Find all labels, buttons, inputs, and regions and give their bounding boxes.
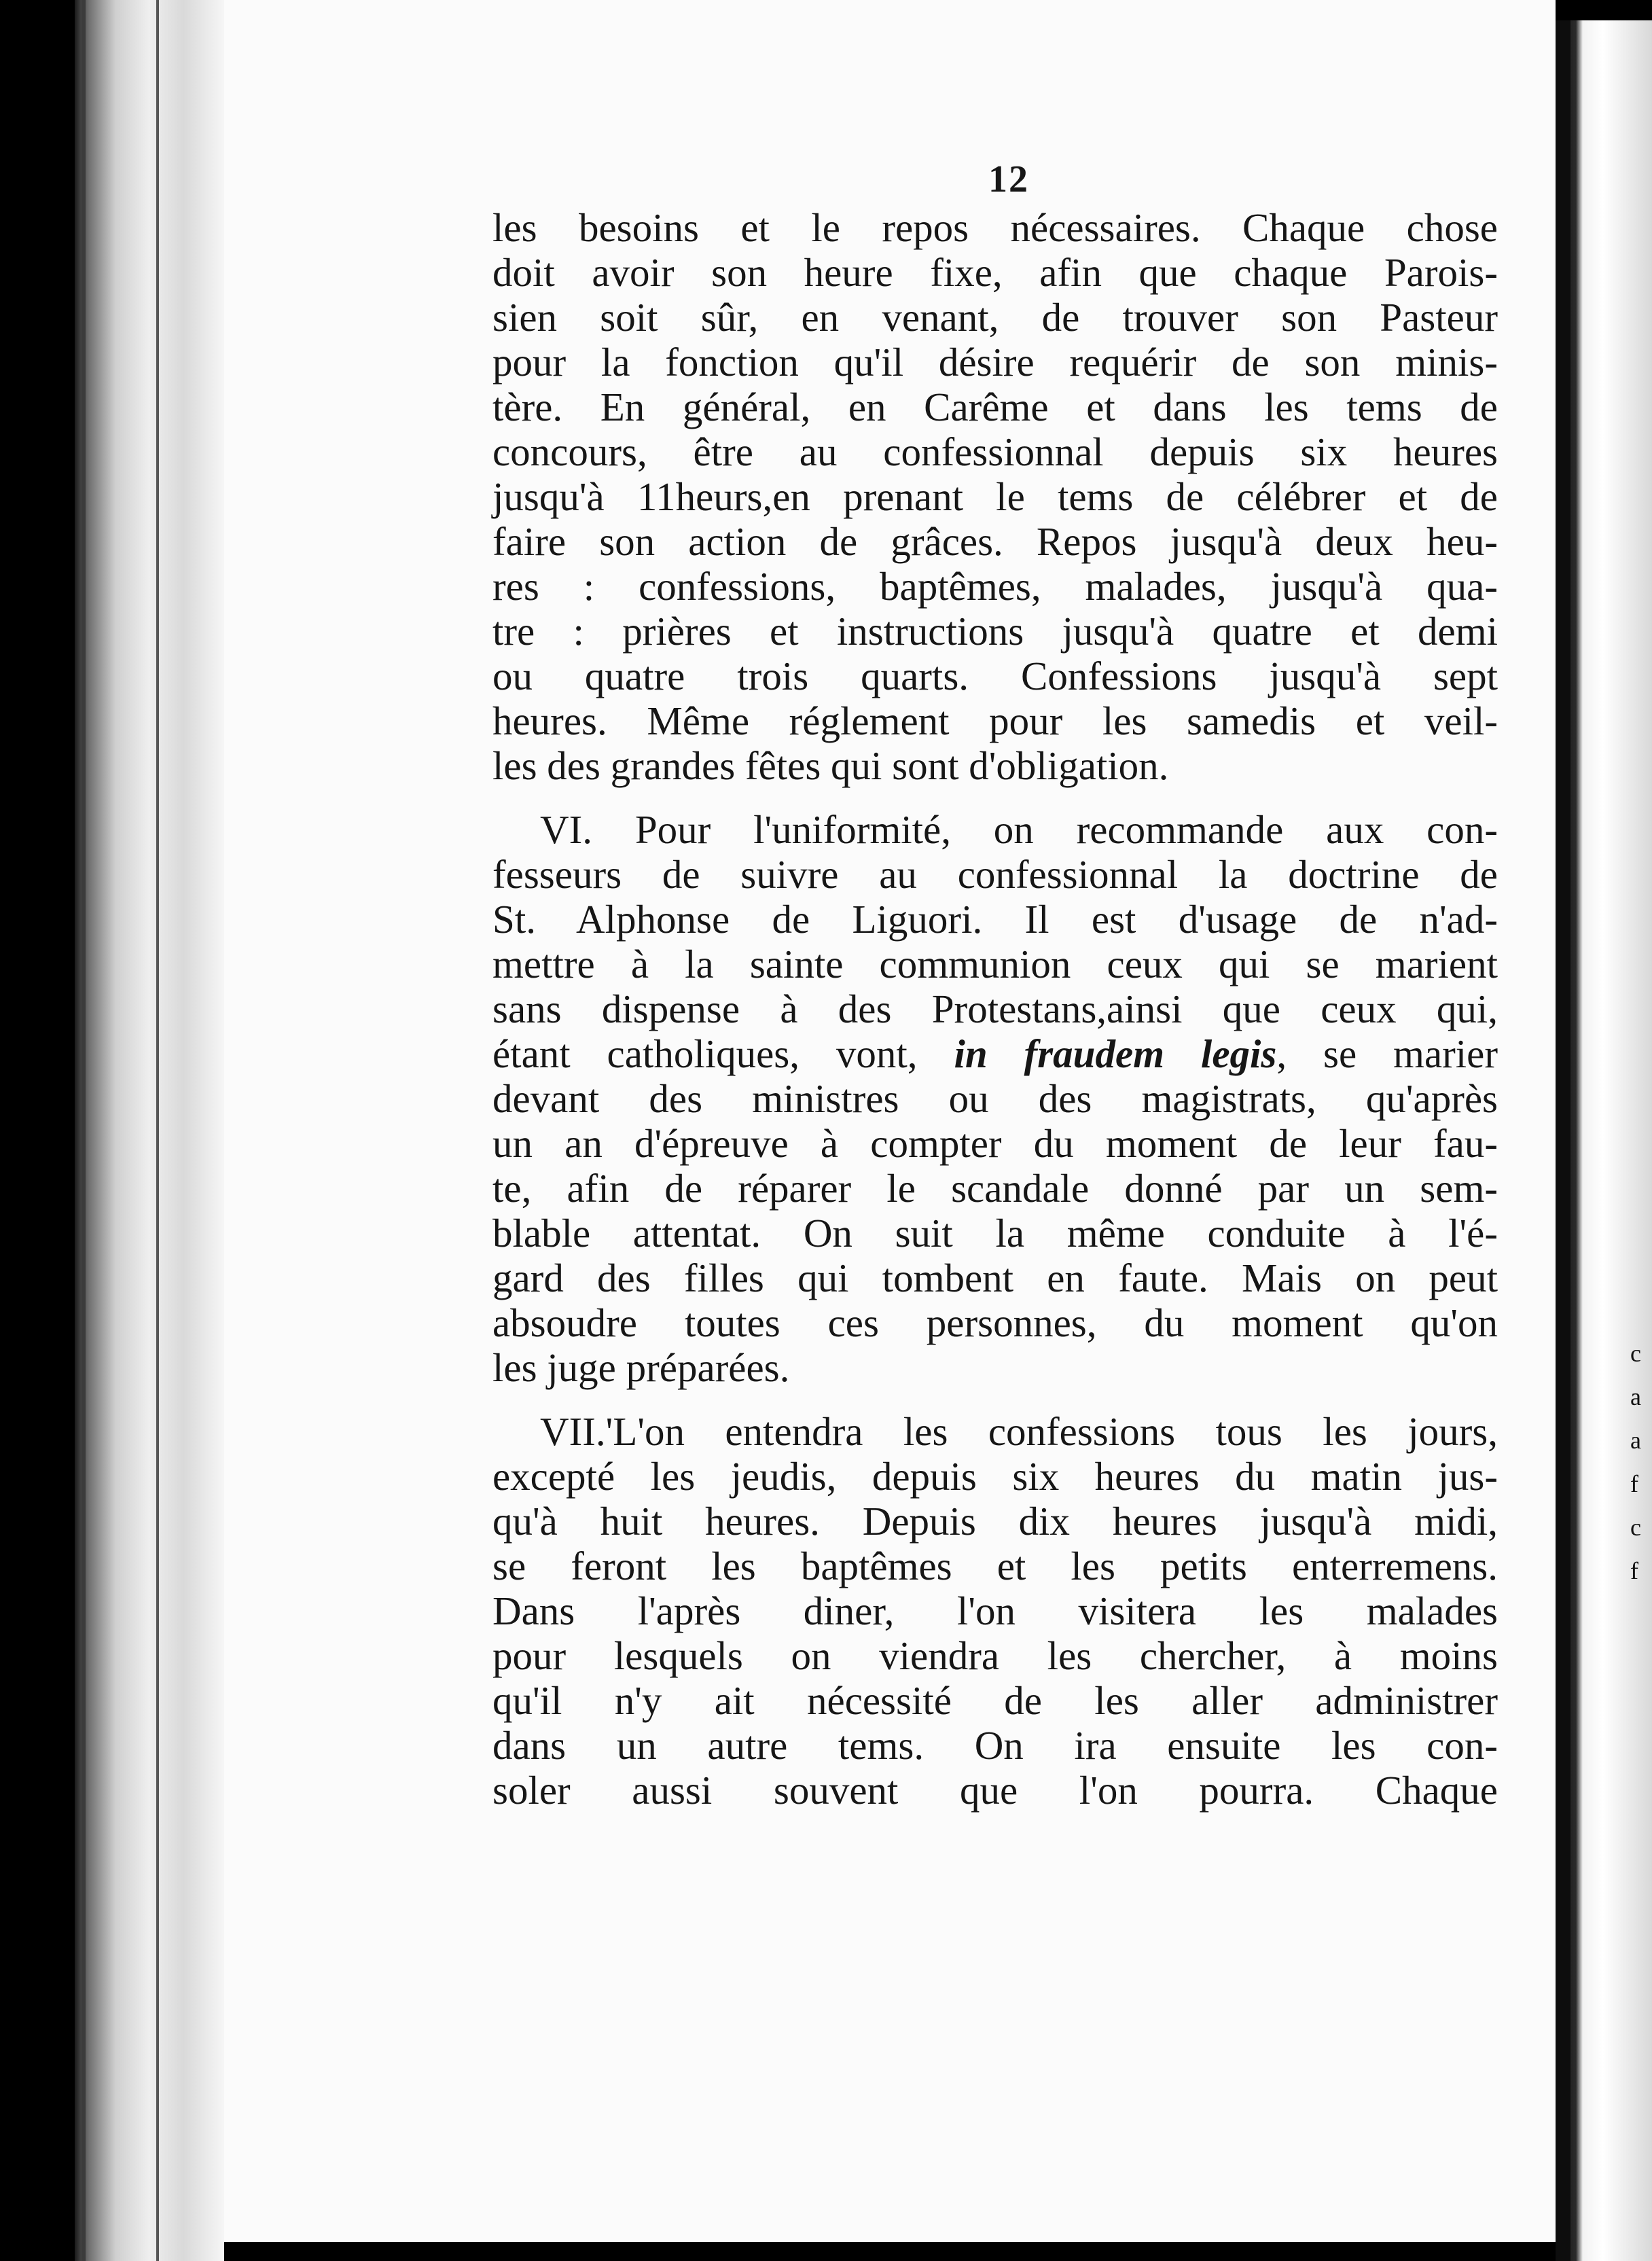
page-number: 12 [988, 158, 1029, 200]
text-line: sien soit sûr, en venant, de trouver son Pasteur [492, 295, 1498, 340]
text-line: doit avoir son heure fixe, afin que chaque Parois- [492, 250, 1498, 295]
text-line: Dans l'après diner, l'on visitera les malades [492, 1588, 1498, 1633]
margin-letter: a [1630, 1427, 1641, 1454]
text-line: devant des ministres ou des magistrats, qu'après [492, 1076, 1498, 1121]
text-line: St. Alphonse de Liguori. Il est d'usage de n'ad- [492, 897, 1498, 942]
text-line: res : confessions, baptêmes, malades, jusqu'à qua- [492, 564, 1498, 609]
text-line: les besoins et le repos nécessaires. Chaque chose [492, 205, 1498, 250]
text-line: dans un autre tems. On ira ensuite les con- [492, 1723, 1498, 1768]
text-line: fesseurs de suivre au confessionnal la doctrine de [492, 852, 1498, 897]
right-margin-letters [1630, 1332, 1644, 1592]
text-line: VI. Pour l'uniformité, on recommande aux con- [540, 807, 1498, 852]
text-line: VII.'L'on entendra les confessions tous les jours, [540, 1409, 1498, 1454]
text-line: excepté les jeudis, depuis six heures du matin jus- [492, 1454, 1498, 1499]
text-line: étant catholiques, vont, in fraudem legis, se marier [492, 1031, 1498, 1076]
text-line: faire son action de grâces. Repos jusqu'à deux heu- [492, 519, 1498, 564]
margin-letter: f [1630, 1470, 1638, 1497]
right-edge-shadow [1556, 20, 1570, 2261]
text-line: tre : prières et instructions jusqu'à quatre et demi [492, 609, 1498, 654]
paragraph [492, 807, 1498, 1390]
text-line: les juge préparées. [492, 1345, 790, 1390]
text-line: absoudre toutes ces personnes, du moment qu'on [492, 1300, 1498, 1345]
text-line: te, afin de réparer le scandale donné par un sem- [492, 1166, 1498, 1211]
margin-letter: c [1630, 1514, 1641, 1541]
binding-rule [82, 0, 86, 2261]
text-line: sans dispense à des Protestans,ainsi que ceux qui, [492, 986, 1498, 1031]
text-line: mettre à la sainte communion ceux qui se marient [492, 942, 1498, 986]
text-line: blable attentat. On suit la même conduite à l'é- [492, 1211, 1498, 1256]
text-line: gard des filles qui tombent en faute. Mais on peut [492, 1256, 1498, 1300]
text-line: qu'il n'y ait nécessité de les aller administrer [492, 1678, 1498, 1723]
text-line: soler aussi souvent que l'on pourra. Chaque [492, 1768, 1498, 1813]
paragraph [492, 1409, 1498, 1813]
right-page-edge [1556, 20, 1652, 2261]
paragraph [492, 205, 1498, 788]
latin-phrase: in fraudem legis [954, 1031, 1277, 1076]
text-line: ou quatre trois quarts. Confessions jusqu'à sept [492, 654, 1498, 698]
text-line: tère. En général, en Carême et dans les tems de [492, 385, 1498, 429]
text-line: les des grandes fêtes qui sont d'obligation. [492, 743, 1169, 788]
text-line: pour la fonction qu'il désire requérir de son minis- [492, 340, 1498, 385]
margin-letter: a [1630, 1383, 1641, 1410]
text-line: heures. Même réglement pour les samedis et veil- [492, 698, 1498, 743]
text-line: jusqu'à 11heurs,en prenant le tems de célébrer et de [492, 474, 1498, 519]
margin-letter: c [1630, 1340, 1641, 1367]
page-text [492, 160, 1498, 1832]
book-binding-edge [75, 0, 224, 2261]
text-line: qu'à huit heures. Depuis dix heures jusqu'à midi, [492, 1499, 1498, 1544]
text-line: se feront les baptêmes et les petits enterremens. [492, 1544, 1498, 1588]
text-line: concours, être au confessionnal depuis six heures [492, 429, 1498, 474]
text-line: un an d'épreuve à compter du moment de leur fau- [492, 1121, 1498, 1166]
text-line: pour lesquels on viendra les chercher, à moins [492, 1633, 1498, 1678]
binding-rule [156, 0, 159, 2261]
margin-letter: f [1630, 1557, 1638, 1584]
